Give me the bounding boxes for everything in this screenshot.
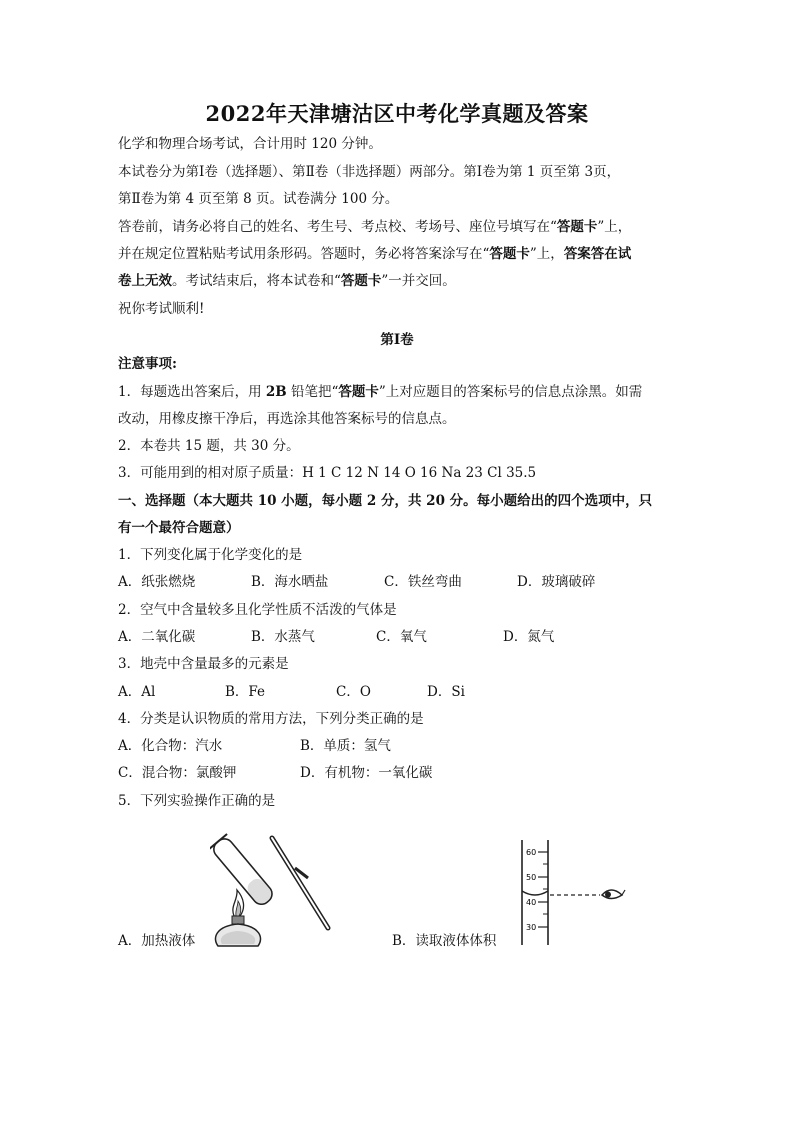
q3-option-c: C．O	[336, 684, 371, 700]
intro-text: ”上，	[597, 219, 632, 235]
emphasis-text: 答案答在试	[563, 246, 632, 262]
part1-heading-line-2: 有一个最符合题意）	[118, 520, 240, 536]
tick-40: 40	[526, 898, 537, 907]
intro-text: 。考试结束后，将本试卷和“	[172, 273, 341, 289]
note-1	[118, 383, 642, 401]
intro-line-3: 第Ⅱ卷为第 4 页至第 8 页。试卷满分 100 分。	[118, 191, 399, 207]
intro-text: ”一并交回。	[381, 273, 456, 289]
q4-option-b: B．单质：氢气	[300, 738, 391, 754]
reading-volume-figure	[508, 840, 628, 945]
note-text: ”上对应题目的答案标号的信息点涂黑。如需	[378, 384, 643, 400]
q3-option-a: A．Al	[118, 684, 156, 700]
q5-option-a: A．加热液体	[118, 933, 196, 949]
q2-option-c: C．氧气	[376, 629, 427, 645]
heating-liquid-figure	[210, 820, 340, 950]
pencil-term: 2B	[265, 384, 287, 400]
intro-line-1: 化学和物理合场考试，合计用时 120 分钟。	[118, 136, 382, 152]
q5-stem: 5．下列实验操作正确的是	[118, 793, 276, 809]
answer-card-term: 答题卡	[340, 273, 382, 289]
q2-stem: 2．空气中含量较多且化学性质不活泼的气体是	[118, 602, 397, 618]
intro-text: ”上，	[529, 246, 564, 262]
q3-option-d: D．Si	[427, 684, 465, 700]
tick-60: 60	[526, 848, 537, 857]
intro-text: 答卷前，请务必将自己的姓名、考生号、考点校、考场号、座位号填写在“	[118, 219, 557, 235]
q4-option-c: C．混合物：氯酸钾	[118, 765, 237, 781]
q2-option-d: D．氮气	[503, 629, 555, 645]
q2-option-a: A．二氧化碳	[118, 629, 196, 645]
section-title: 第Ⅰ卷	[380, 332, 414, 348]
q1-stem: 1．下列变化属于化学变化的是	[118, 547, 303, 563]
tick-30: 30	[526, 923, 537, 932]
eye-icon	[602, 890, 625, 899]
note-text: 铅笔把“	[286, 384, 339, 400]
notes-heading: 注意事项:	[118, 356, 177, 372]
answer-card-term: 答题卡	[338, 384, 379, 400]
intro-text: 并在规定位置粘贴考试用条形码。答题时，务必将答案涂写在“	[118, 246, 490, 262]
q1-option-a: A．纸张燃烧	[118, 574, 196, 590]
intro-line-5	[118, 245, 631, 263]
note-2: 2．本卷共 15 题，共 30 分。	[118, 438, 300, 454]
q4-option-d: D．有机物：一氧化碳	[300, 765, 433, 781]
intro-line-6	[118, 272, 456, 290]
tick-50: 50	[526, 873, 537, 882]
intro-line-7: 祝你考试顺利!	[118, 301, 205, 317]
q4-stem: 4．分类是认识物质的常用方法，下列分类正确的是	[118, 711, 424, 727]
q2-option-b: B．水蒸气	[251, 629, 315, 645]
q1-option-c: C．铁丝弯曲	[384, 574, 462, 590]
q5-option-b: B．读取液体体积	[392, 933, 497, 949]
answer-card-term: 答题卡	[556, 219, 598, 235]
q1-option-b: B．海水晒盐	[251, 574, 329, 590]
intro-line-4	[118, 218, 631, 236]
q3-option-b: B．Fe	[225, 684, 266, 700]
intro-line-2: 本试卷分为第Ⅰ卷（选择题）、第Ⅱ卷（非选择题）两部分。第Ⅰ卷为第 1 页至第 3页，	[118, 164, 621, 180]
note-text: 1．每题选出答案后，用	[118, 384, 266, 400]
q4-option-a: A．化合物：汽水	[118, 738, 223, 754]
q1-option-d: D．玻璃破碎	[517, 574, 596, 590]
note-3: 3．可能用到的相对原子质量：H 1 C 12 N 14 O 16 Na 23 Cl 35.5	[118, 465, 537, 481]
emphasis-text: 卷上无效	[118, 273, 172, 289]
answer-card-term: 答题卡	[489, 246, 530, 262]
page-title: 2022年天津塘沽区中考化学真题及答案	[205, 101, 589, 126]
part1-heading-line-1: 一、选择题（本大题共 10 小题，每小题 2 分，共 20 分。每小题给出的四个选项中，只	[118, 493, 653, 509]
q3-stem: 3．地壳中含量最多的元素是	[118, 656, 289, 672]
note-1-cont: 改动，用橡皮擦干净后，再选涂其他答案标号的信息点。	[118, 411, 456, 427]
